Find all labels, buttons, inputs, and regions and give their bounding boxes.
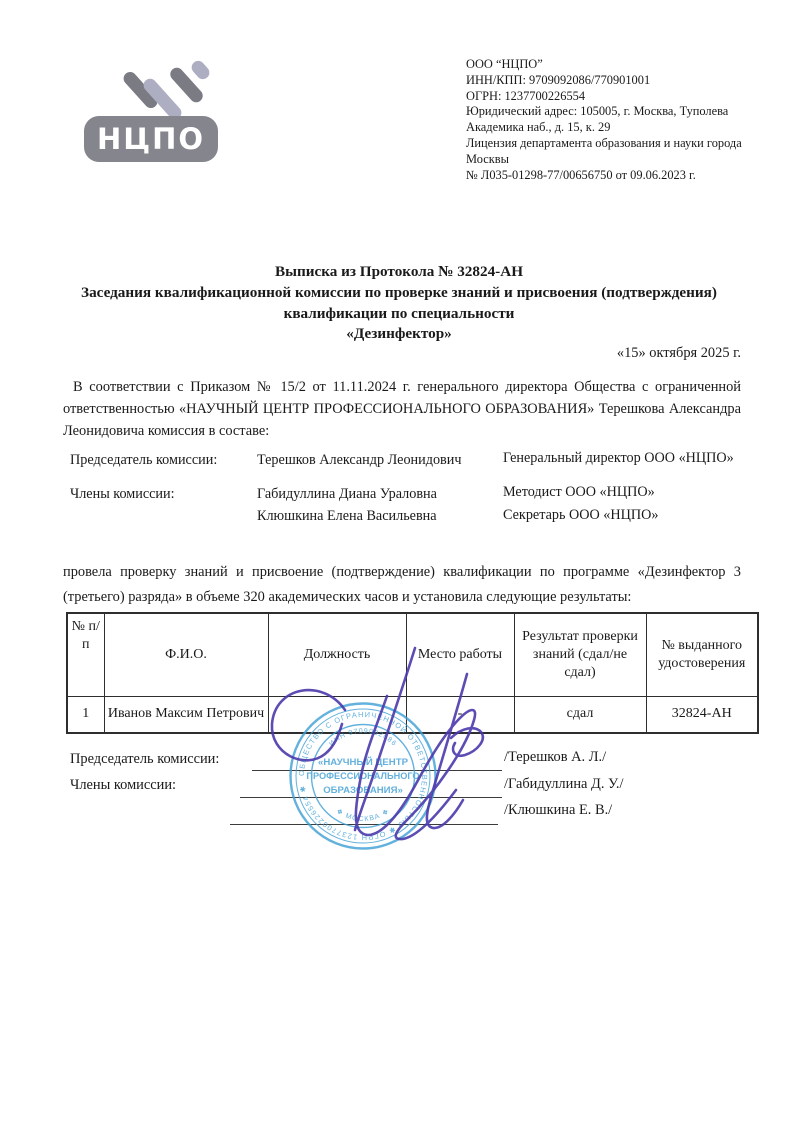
results-paragraph: провела проверку знаний и присвоение (подтверждение) квалификации по программе «Дезинфектор 3 (третьего) разряда» в объеме 320 академических часов и установила следующие результаты:: [63, 564, 741, 605]
cell-result: сдал: [514, 696, 646, 733]
signature-name-gabidullina: /Габидуллина Д. У./: [504, 776, 624, 792]
intro-paragraph: В соответствии с Приказом № 15/2 от 11.11.2024 г. генерального директора Общества с ограниченной ответственностью «НАУЧНЫЙ ЦЕНТР ПРОФЕССИОНАЛЬНОГО ОБРАЗОВАНИЯ» Терешкова Александра Леонидовича комиссия в составе:: [63, 379, 741, 439]
stamp-center-line1: «НАУЧНЫЙ ЦЕНТР: [317, 757, 409, 768]
cell-number: 1: [67, 696, 104, 733]
signature-stroke: [272, 690, 345, 760]
title-line-protocol: Выписка из Протокола № 32824-АН: [274, 263, 524, 280]
commission-member-name: Терешков Александр Леонидович: [257, 452, 462, 468]
signature-name-klyushkina: /Клюшкина Е. В./: [504, 802, 613, 818]
title-line-speciality: «Дезинфектор»: [346, 325, 452, 343]
commission-member-name: Клюшкина Елена Васильевна: [257, 508, 437, 524]
company-name: ООО “НЦПО”: [466, 57, 543, 71]
signature-stroke: [356, 696, 475, 839]
col-header-certificate: № выданного удостоверения: [646, 613, 758, 696]
company-inn-kpp: ИНН/КПП: 9709092086/770901001: [466, 72, 651, 87]
col-header-workplace: Место работы: [406, 613, 514, 696]
col-header-result: Результат проверки знаний (сдал/не сдал): [514, 613, 646, 696]
title-line-commission: Заседания квалификационной комиссии по проверке знаний и присвоения (подтверждения): [81, 283, 717, 301]
cell-fio: Иванов Максим Петрович: [104, 696, 268, 733]
cell-certificate: 32824-АН: [646, 696, 758, 733]
logo-stripe: [189, 58, 212, 82]
cell-workplace: -: [406, 696, 514, 733]
commission-role: Члены комиссии:: [70, 486, 175, 502]
col-header-number: № п/п: [67, 613, 104, 696]
col-header-fio: Ф.И.О.: [104, 613, 268, 696]
company-logo: [84, 60, 234, 165]
commission-member-position: Методист ООО «НЦПО»: [503, 484, 655, 500]
signature-label-chairman: Председатель комиссии:: [70, 751, 220, 767]
stamp-center-line3: ОБРАЗОВАНИЯ»: [323, 785, 403, 796]
stamp-center-line2: ПРОФЕССИОНАЛЬНОГО: [306, 771, 420, 781]
stamp-outer-ring-text: ОБЩЕСТВО С ОГРАНИЧЕННОЙ ОТВЕТСТВЕННОСТЬЮ ✱ ОГРН 1237700226554 ✱: [296, 709, 430, 843]
stamp-inner-ring-bottom-text: ❖ МОСКВА ❖: [334, 807, 392, 824]
document-date: «15» октября 2025 г.: [616, 345, 741, 361]
commission-member-position: Генеральный директор ООО «НЦПО»: [503, 450, 734, 466]
company-requisites: [466, 57, 756, 183]
company-address-line1: Юридический адрес: 105005, г. Москва, Туполева: [466, 104, 729, 119]
signature-name-tereshkov: /Терешков А. Л./: [504, 749, 607, 765]
logo-badge: НЦПО: [84, 116, 218, 162]
company-license-line2: Москвы: [466, 151, 509, 166]
logo-stripes-icon: [106, 62, 206, 114]
company-license-number: № Л035-01298-77/00656750 от 09.06.2023 г.: [466, 167, 696, 182]
col-header-position: Должность: [268, 613, 406, 696]
document-title: [56, 262, 742, 345]
company-license-line1: Лицензия департамента образования и науки города: [466, 135, 742, 150]
signature-stroke: [451, 728, 483, 756]
commission-member-name: Габидуллина Диана Ураловна: [257, 486, 437, 502]
company-address-line2: Академика наб., д. 15, к. 29: [466, 120, 611, 135]
signature-label-members: Члены комиссии:: [70, 777, 177, 793]
company-ogrn: ОГРН: 1237700226554: [466, 88, 586, 103]
handwritten-signature-ink: [265, 638, 495, 868]
commission-role: Председатель комиссии:: [70, 452, 218, 468]
title-line-qualification: квалификации по специальности: [283, 304, 515, 322]
commission-member-position: Секретарь ООО «НЦПО»: [503, 507, 659, 523]
stamp-inner-ring-top-text: ИНН 9709092086: [328, 727, 398, 748]
